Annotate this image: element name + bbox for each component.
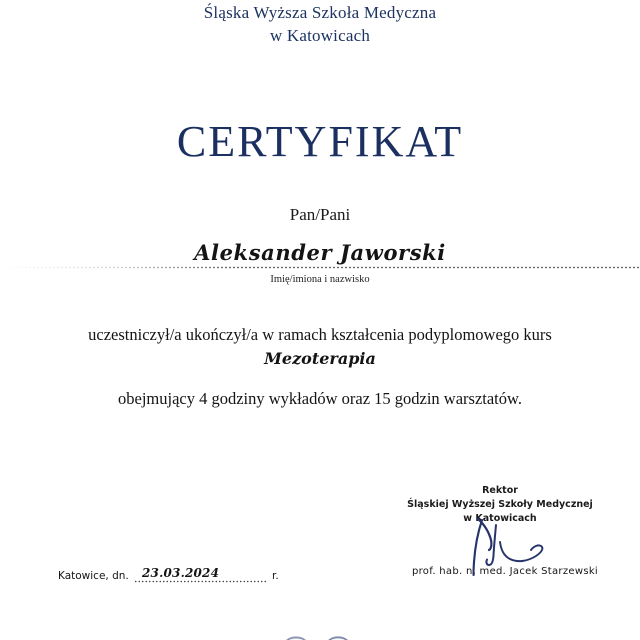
signature-role-block [390, 484, 610, 525]
signature-institution-line-2: w Katowicach [463, 512, 537, 524]
institution-name-line-1: Śląska Wyższa Szkoła Medyczna [203, 3, 437, 22]
body-text-line-2: obejmujący 4 godziny wykładów oraz 15 godzin warsztatów. [118, 389, 522, 408]
salutation-label: Pan/Pani [289, 205, 351, 224]
institution-name-line-2: w Katowicach [269, 25, 371, 45]
recipient-name-caption: Imię/imiona i nazwisko [270, 274, 370, 285]
recipient-name: Aleksander Jaworski [194, 240, 446, 265]
signature-institution-line-1: Śląskiej Wyższej Szkoły Medycznej [407, 498, 593, 510]
institution-header [0, 2, 640, 48]
cropped-logo-mark [0, 624, 640, 640]
recipient-name-dotted-rule [0, 266, 640, 269]
date-city-label: Katowice, dn. [58, 570, 129, 582]
date-dotted-rule [134, 580, 268, 583]
certificate-title: CERTYFIKAT [176, 117, 464, 166]
date-suffix-label: r. [272, 570, 279, 582]
course-name: Mezoterapia [264, 349, 376, 368]
signature-role-label: Rektor [482, 485, 518, 496]
body-text-line-1: uczestniczył/a ukończył/a w ramach kształcenia podyplomowego kurs [88, 325, 552, 344]
signer-printed-name: prof. hab. n. med. Jacek Starzewski [411, 566, 599, 577]
date-line [58, 566, 308, 588]
date-value: 23.03.2024 [142, 566, 220, 580]
